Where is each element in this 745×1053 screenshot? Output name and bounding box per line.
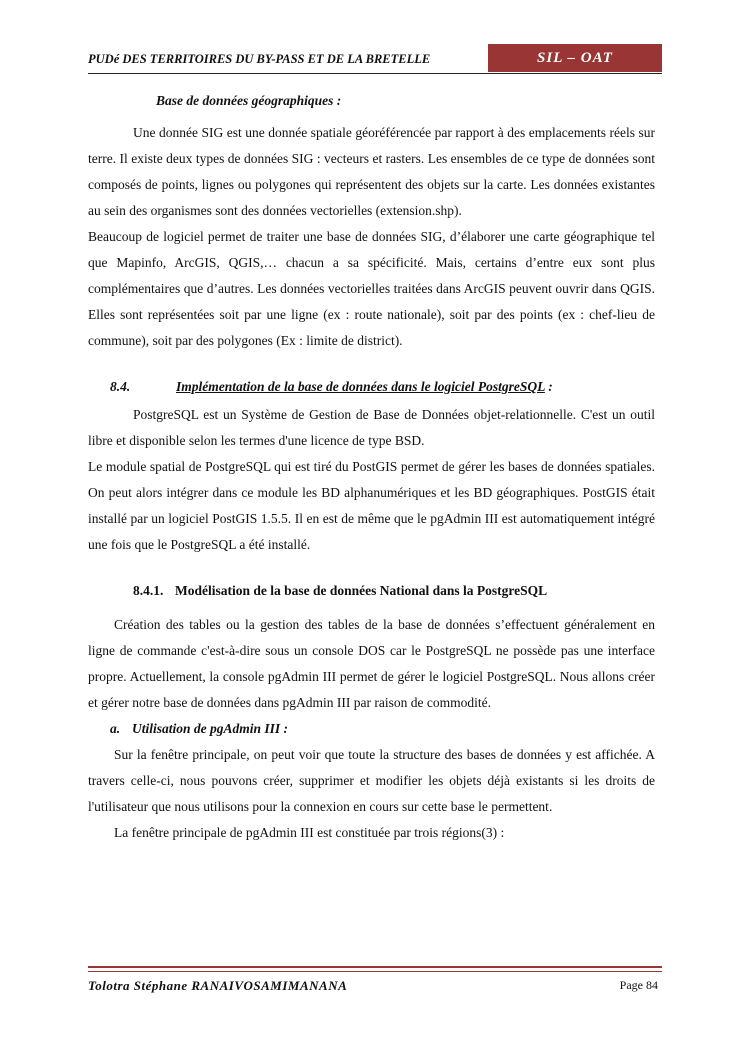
item-title: Utilisation de pgAdmin III : xyxy=(132,721,289,736)
paragraph-2: Beaucoup de logiciel permet de traiter une base de données SIG, d’élaborer une carte géographique tel que Mapinfo, ArcGIS, QGIS,… chacun a sa spécificité. Mais, certains d’entre eux sont plus complémentaires que d’autres. Les données vectorielles traitées dans ArcGIS peuvent ouvrir dans QGIS. Elles sont représentées soit par une ligne (ex : route nationale), soit par des points (ex : chef-lieu de commune), soit par des polygones (Ex : limite de district). xyxy=(88,229,655,348)
list-item-a xyxy=(110,716,655,742)
item-marker: a. xyxy=(110,721,121,736)
subheading-geodata: Base de données géographiques : xyxy=(156,93,342,108)
paragraph-1: Une donnée SIG est une donnée spatiale géoréférencée par rapport à des emplacements réels sur terre. Il existe deux types de données SIG : vecteurs et rasters. Les ensembles de ce type de données sont composés de points, lignes ou polygones qui représentent des objets sur la carte. Les données existantes au sein des organismes sont des données vectorielles (extension.shp). xyxy=(88,125,655,218)
subsection-title: Modélisation de la base de données National dans la PostgreSQL xyxy=(175,583,548,598)
page-content xyxy=(88,88,655,846)
paragraph-7: La fenêtre principale de pgAdmin III est constituée par trois régions(3) : xyxy=(114,825,505,840)
paragraph-5: Création des tables ou la gestion des tables de la base de données s’effectuent généralement en ligne de commande c'est-à-dire sous un console DOS car le PostgreSQL ne possède pas une interface propre. Actuellement, la console pgAdmin III permet de gérer le logiciel PostgreSQL. Nous allons créer et gérer notre base de données dans pgAdmin III par raison de commodité. xyxy=(88,617,655,710)
section-number: 8.4. xyxy=(110,379,131,394)
footer-divider xyxy=(88,966,662,968)
paragraph-3: PostgreSQL est un Système de Gestion de Base de Données objet-relationnelle. C'est un outil libre et disponible selon les termes d'une licence de type BSD. xyxy=(88,407,655,448)
header-title: PUDé DES TERRITOIRES DU BY-PASS ET DE LA BRETELLE xyxy=(88,52,431,66)
page-header xyxy=(88,44,662,72)
subsection-heading-8-4-1 xyxy=(133,578,655,604)
header-badge: SIL – OAT xyxy=(488,44,662,72)
subsection-number: 8.4.1. xyxy=(133,583,164,598)
footer-divider-thin xyxy=(88,971,662,972)
section-colon: : xyxy=(544,379,553,394)
section-heading-8-4 xyxy=(110,374,655,400)
paragraph-4: Le module spatial de PostgreSQL qui est tiré du PostGIS permet de gérer les bases de données spatiales. On peut alors intégrer dans ce module les BD alphanumériques et les BD géographiques. PostGIS était installé par un logiciel PostGIS 1.5.5. Il en est de même que le pgAdmin III est automatiquement intégré une fois que le PostgreSQL a été installé. xyxy=(88,459,655,552)
page-number: Page 84 xyxy=(619,978,658,992)
section-title: Implémentation de la base de données dans le logiciel PostgreSQL xyxy=(176,379,545,394)
footer-author: Tolotra Stéphane RANAIVOSAMIMANANA xyxy=(88,978,348,993)
paragraph-6: Sur la fenêtre principale, on peut voir que toute la structure des bases de données y est affichée. A travers celle-ci, nous pouvons créer, supprimer et modifier les objets déjà existants si les droits de l'utilisateur que nous utilisons pour la connexion en cours sur cette base le permettent. xyxy=(88,747,655,814)
page-footer xyxy=(88,966,662,994)
header-divider xyxy=(88,73,662,74)
